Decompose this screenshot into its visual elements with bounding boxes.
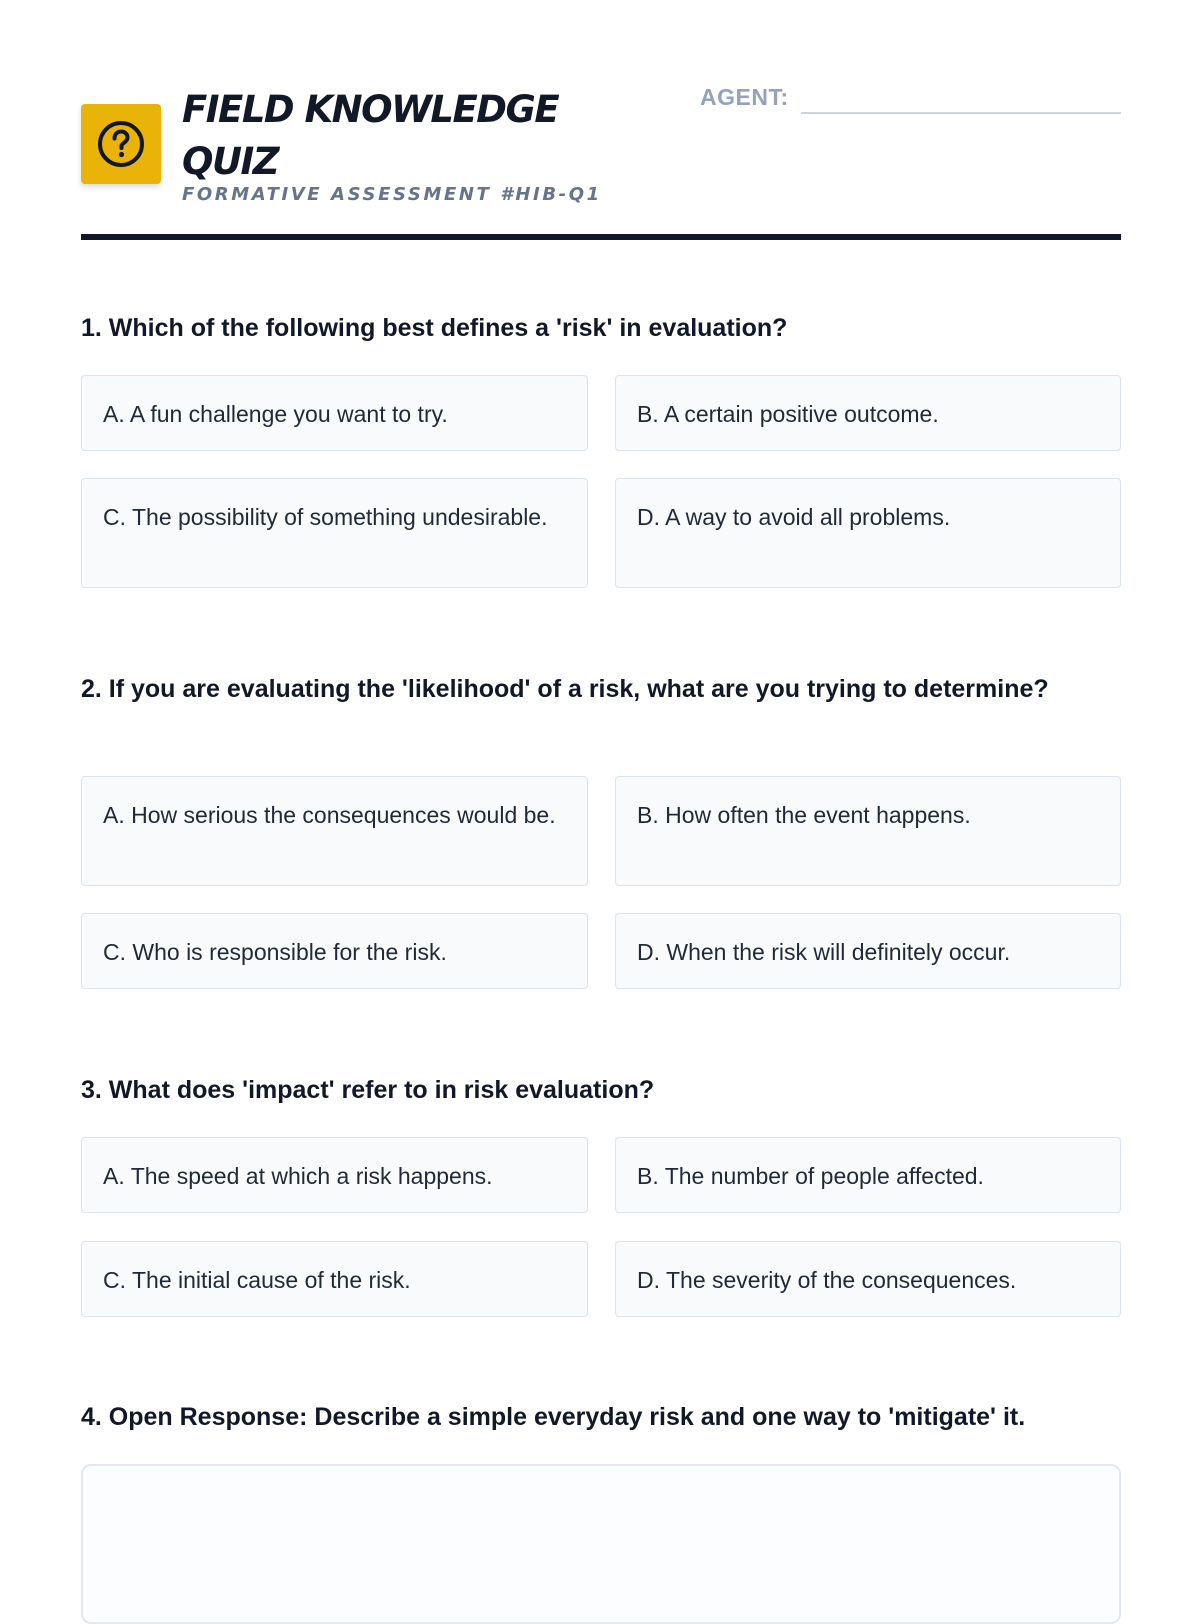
question-2-text: 2. If you are evaluating the 'likelihood' of a risk, what are you trying to determine? <box>81 675 1049 703</box>
page-title: FIELD KNOWLEDGE QUIZ <box>182 88 559 183</box>
question-4-text: 4. Open Response: Describe a simple everyday risk and one way to 'mitigate' it. <box>81 1403 1026 1431</box>
question-1-option-d[interactable]: D. A way to avoid all problems. <box>615 478 1121 588</box>
question-3-option-c[interactable]: C. The initial cause of the risk. <box>81 1241 588 1317</box>
question-2-option-d[interactable]: D. When the risk will definitely occur. <box>615 913 1121 989</box>
quiz-header <box>81 84 1121 238</box>
question-2-option-a[interactable]: A. How serious the consequences would be. <box>81 776 588 886</box>
question-1-text: 1. Which of the following best defines a 'risk' in evaluation? <box>81 314 788 342</box>
header-divider <box>81 234 1121 240</box>
question-3-text: 3. What does 'impact' refer to in risk evaluation? <box>81 1076 655 1104</box>
question-3-option-a[interactable]: A. The speed at which a risk happens. <box>81 1137 588 1213</box>
agent-name-line[interactable] <box>801 112 1121 114</box>
agent-label: AGENT: <box>700 84 789 110</box>
agent-field <box>700 84 1121 114</box>
question-3-option-d[interactable]: D. The severity of the consequences. <box>615 1241 1121 1317</box>
question-1-option-a[interactable]: A. A fun challenge you want to try. <box>81 375 588 451</box>
question-2-option-c[interactable]: C. Who is responsible for the risk. <box>81 913 588 989</box>
help-circle-icon <box>81 104 161 184</box>
question-1-option-c[interactable]: C. The possibility of something undesirable. <box>81 478 588 588</box>
page-subtitle: FORMATIVE ASSESSMENT #HIB-Q1 <box>182 184 602 205</box>
question-3-option-b[interactable]: B. The number of people affected. <box>615 1137 1121 1213</box>
open-response-input[interactable] <box>81 1464 1121 1624</box>
question-1-option-b[interactable]: B. A certain positive outcome. <box>615 375 1121 451</box>
question-2-option-b[interactable]: B. How often the event happens. <box>615 776 1121 886</box>
